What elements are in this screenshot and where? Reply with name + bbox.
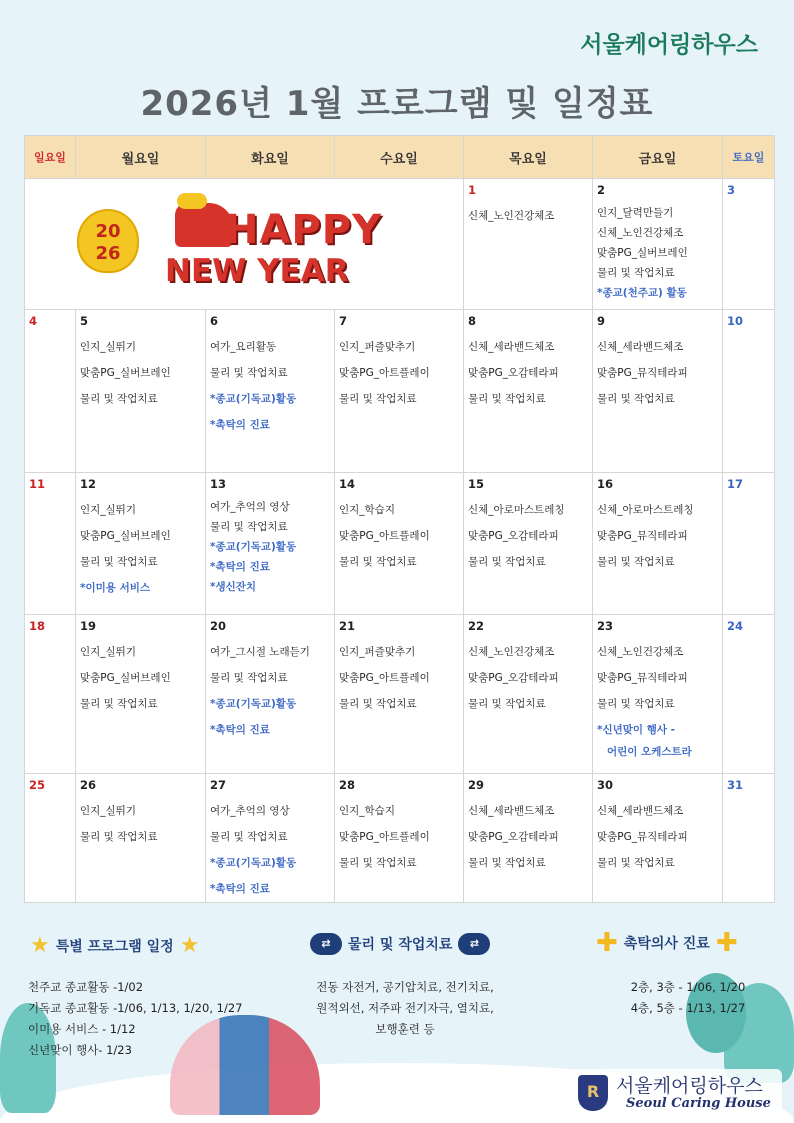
program-item: 맞춤PG_뮤직테라피 xyxy=(597,831,688,843)
day-cell xyxy=(593,774,723,903)
plus-icon: ✚ xyxy=(596,928,618,958)
therapy-heading xyxy=(310,933,490,955)
day-cell xyxy=(593,179,723,310)
day-cell xyxy=(593,473,723,615)
weekday-saturday: 토요일 xyxy=(723,136,775,179)
plus-icon: ✚ xyxy=(715,928,738,958)
day-number: 16 xyxy=(597,477,614,491)
day-number: 4 xyxy=(29,314,38,328)
special-program-line: 신년맞이 행사- 1/23 xyxy=(28,1043,132,1057)
day-cell xyxy=(593,310,723,473)
program-item: 물리 및 작업치료 xyxy=(210,672,288,684)
program-item: 인지_실뛰기 xyxy=(80,341,136,353)
weekday-monday: 월요일 xyxy=(76,136,206,179)
day-cell xyxy=(25,310,76,473)
week-row xyxy=(25,310,775,473)
day-number: 8 xyxy=(468,314,477,328)
program-item: 인지_실뛰기 xyxy=(80,805,136,817)
day-cell xyxy=(464,615,593,774)
special-item: *촉탁의 진료 xyxy=(210,419,270,431)
program-item: 맞춤PG_실버브레인 xyxy=(80,530,171,542)
day-cell xyxy=(25,615,76,774)
program-item: 여가_요리활동 xyxy=(210,341,277,353)
day-cell xyxy=(723,310,775,473)
day-cell xyxy=(206,473,335,615)
day-number: 26 xyxy=(80,778,97,792)
day-cell xyxy=(25,473,76,615)
day-cell xyxy=(335,473,464,615)
program-item: 물리 및 작업치료 xyxy=(210,367,288,379)
program-item: 물리 및 작업치료 xyxy=(468,556,546,568)
day-number: 28 xyxy=(339,778,356,792)
program-item: 물리 및 작업치료 xyxy=(80,556,158,568)
logo-emblem-icon: R xyxy=(578,1075,608,1111)
program-item: 맞춤PG_오감테라피 xyxy=(468,672,559,684)
program-item: 인지_퍼즐맞추기 xyxy=(339,341,416,353)
new-year-banner-cell xyxy=(25,179,464,310)
doctor-line: 2층, 3층 - 1/06, 1/20 xyxy=(630,980,746,994)
program-item: 신체_세라밴드체조 xyxy=(468,341,555,353)
program-item: 맞춤PG_뮤직테라피 xyxy=(597,367,688,379)
weekday-sunday: 일요일 xyxy=(25,136,76,179)
weekday-friday: 금요일 xyxy=(593,136,723,179)
day-cell xyxy=(593,615,723,774)
day-number: 6 xyxy=(210,314,219,328)
circle-arrow-icon: ⇄ xyxy=(458,933,490,955)
therapy-list xyxy=(300,977,510,1040)
therapy-line: 보행훈련 등 xyxy=(375,1022,435,1036)
week-row xyxy=(25,774,775,903)
day-number: 17 xyxy=(727,477,744,491)
program-item: 여가_그시절 노래듣기 xyxy=(210,646,310,658)
day-number: 14 xyxy=(339,477,356,491)
program-item: 인지_퍼즐맞추기 xyxy=(339,646,416,658)
footer-section xyxy=(0,925,794,1123)
day-number: 30 xyxy=(597,778,614,792)
day-cell xyxy=(76,310,206,473)
special-item: *종교(천주교) 활동 xyxy=(597,287,687,299)
day-cell xyxy=(723,774,775,903)
program-item: 맞춤PG_뮤직테라피 xyxy=(597,530,688,542)
day-number: 25 xyxy=(29,778,46,792)
week-row xyxy=(25,615,775,774)
doctor-list xyxy=(598,977,778,1019)
program-item: 맞춤PG_실버브레인 xyxy=(597,247,688,259)
program-item: 맞춤PG_오감테라피 xyxy=(468,530,559,542)
therapy-line: 원적외선, 저주파 전기자극, 열치료, xyxy=(316,1001,494,1015)
program-item: 인지_실뛰기 xyxy=(80,646,136,658)
day-number: 29 xyxy=(468,778,485,792)
program-item: 신체_세라밴드체조 xyxy=(468,805,555,817)
program-item: 물리 및 작업치료 xyxy=(597,698,675,710)
program-item: 신체_노인건강체조 xyxy=(468,646,555,658)
logo-korean-name: 서울케어링하우스 xyxy=(616,1075,763,1097)
doctor-heading xyxy=(596,928,738,958)
special-item: *촉탁의 진료 xyxy=(210,883,270,895)
happy-text: HAPPY xyxy=(225,207,383,253)
weekday-wednesday: 수요일 xyxy=(335,136,464,179)
special-item: *생신잔치 xyxy=(210,581,257,593)
special-program-line: 이미용 서비스 - 1/12 xyxy=(28,1022,136,1036)
program-item: 신체_아로마스트레칭 xyxy=(468,504,565,516)
day-number: 31 xyxy=(727,778,744,792)
program-item: 물리 및 작업치료 xyxy=(339,698,417,710)
day-number: 12 xyxy=(80,477,97,491)
program-item: 물리 및 작업치료 xyxy=(597,857,675,869)
day-number: 2 xyxy=(597,183,606,197)
program-item: 물리 및 작업치료 xyxy=(339,556,417,568)
special-item: *촉탁의 진료 xyxy=(210,561,270,573)
day-cell xyxy=(723,615,775,774)
day-cell xyxy=(206,310,335,473)
program-item: 신체_아로마스트레칭 xyxy=(597,504,694,516)
logo-english-name: Seoul Caring House xyxy=(626,1096,771,1111)
day-number: 5 xyxy=(80,314,89,328)
program-item: 물리 및 작업치료 xyxy=(468,393,546,405)
doctor-line: 4층, 5층 - 1/13, 1/27 xyxy=(630,1001,746,1015)
program-item: 물리 및 작업치료 xyxy=(339,393,417,405)
day-number: 21 xyxy=(339,619,356,633)
program-item: 맞춤PG_실버브레인 xyxy=(80,367,171,379)
program-item: 물리 및 작업치료 xyxy=(80,698,158,710)
day-cell xyxy=(25,774,76,903)
program-item: 맞춤PG_아트플레이 xyxy=(339,831,430,843)
day-cell xyxy=(723,179,775,310)
new-year-text: NEW YEAR xyxy=(165,253,349,289)
day-cell xyxy=(335,615,464,774)
bag-year-top: 20 xyxy=(95,221,121,242)
program-item: 맞춤PG_아트플레이 xyxy=(339,367,430,379)
special-item: *촉탁의 진료 xyxy=(210,724,270,736)
day-cell xyxy=(335,310,464,473)
program-item: 물리 및 작업치료 xyxy=(597,393,675,405)
day-cell xyxy=(464,179,593,310)
day-number: 18 xyxy=(29,619,46,633)
bag-year-bottom: 26 xyxy=(95,243,121,264)
program-item: 맞춤PG_뮤직테라피 xyxy=(597,672,688,684)
week-row xyxy=(25,179,775,310)
special-program-heading xyxy=(30,933,199,958)
day-number: 3 xyxy=(727,183,736,197)
seoul-caring-house-logo xyxy=(572,1069,782,1117)
day-number: 10 xyxy=(727,314,744,328)
program-item: 물리 및 작업치료 xyxy=(80,831,158,843)
page-title: 2026년 1월 프로그램 및 일정표 xyxy=(140,84,654,124)
day-number: 20 xyxy=(210,619,227,633)
money-bag-icon xyxy=(77,209,139,273)
program-item: 신체_노인건강체조 xyxy=(597,646,684,658)
weekday-header-row xyxy=(25,136,775,179)
day-cell xyxy=(464,473,593,615)
day-number: 27 xyxy=(210,778,227,792)
program-item: 물리 및 작업치료 xyxy=(468,698,546,710)
day-cell xyxy=(76,473,206,615)
weekday-thursday: 목요일 xyxy=(464,136,593,179)
star-icon: ★ xyxy=(30,933,50,958)
program-item: 물리 및 작업치료 xyxy=(80,393,158,405)
special-item: *신년맞이 행사 - xyxy=(597,724,676,736)
special-program-line: 천주교 종교활동 -1/02 xyxy=(28,980,144,994)
new-year-banner xyxy=(25,179,463,299)
program-item: 인지_학습지 xyxy=(339,504,395,516)
program-item: 맞춤PG_오감테라피 xyxy=(468,367,559,379)
special-item: *종교(기독교)활동 xyxy=(210,393,297,405)
special-item: 어린이 오케스트라 xyxy=(607,746,692,758)
special-program-list xyxy=(28,977,242,1061)
program-item: 물리 및 작업치료 xyxy=(210,831,288,843)
day-number: 7 xyxy=(339,314,348,328)
day-number: 23 xyxy=(597,619,614,633)
program-item: 여가_추억의 영상 xyxy=(210,805,290,817)
program-item: 맞춤PG_오감테라피 xyxy=(468,831,559,843)
day-cell xyxy=(464,774,593,903)
day-cell xyxy=(76,774,206,903)
day-number: 24 xyxy=(727,619,744,633)
special-item: *종교(기독교)활동 xyxy=(210,698,297,710)
program-item: 물리 및 작업치료 xyxy=(468,857,546,869)
day-cell xyxy=(206,615,335,774)
program-item: 신체_세라밴드체조 xyxy=(597,805,684,817)
program-item: 맞춤PG_아트플레이 xyxy=(339,530,430,542)
star-icon: ★ xyxy=(179,933,200,958)
special-program-title: 특별 프로그램 일정 xyxy=(55,938,174,955)
special-program-line: 기독교 종교활동 -1/06, 1/13, 1/20, 1/27 xyxy=(28,1001,243,1015)
day-number: 9 xyxy=(597,314,606,328)
calendar-table xyxy=(24,135,775,903)
special-item: *종교(기독교)활동 xyxy=(210,857,297,869)
day-number: 15 xyxy=(468,477,485,491)
day-cell xyxy=(76,615,206,774)
day-number: 11 xyxy=(29,477,46,491)
day-number: 19 xyxy=(80,619,97,633)
weekday-tuesday: 화요일 xyxy=(206,136,335,179)
program-item: 신체_노인건강체조 xyxy=(468,210,555,222)
day-cell xyxy=(464,310,593,473)
doctor-title: 촉탁의사 진료 xyxy=(623,936,710,952)
brand-name: 서울케어링하우스 xyxy=(580,32,758,58)
program-item: 신체_세라밴드체조 xyxy=(597,341,684,353)
day-number: 13 xyxy=(210,477,227,491)
special-item: *종교(기독교)활동 xyxy=(210,541,297,553)
therapy-title: 물리 및 작업치료 xyxy=(348,937,453,953)
program-item: 맞춤PG_실버브레인 xyxy=(80,672,171,684)
special-item: *이미용 서비스 xyxy=(80,582,151,594)
day-number: 22 xyxy=(468,619,485,633)
program-item: 여가_추억의 영상 xyxy=(210,501,290,513)
program-item: 물리 및 작업치료 xyxy=(597,556,675,568)
day-cell xyxy=(206,774,335,903)
program-item: 물리 및 작업치료 xyxy=(597,267,675,279)
therapy-line: 전동 자전거, 공기압치료, 전기치료, xyxy=(316,980,494,994)
week-row xyxy=(25,473,775,615)
program-item: 인지_학습지 xyxy=(339,805,395,817)
program-item: 인지_달력만들기 xyxy=(597,207,674,219)
day-cell xyxy=(723,473,775,615)
day-cell xyxy=(335,774,464,903)
program-item: 물리 및 작업치료 xyxy=(210,521,288,533)
program-item: 물리 및 작업치료 xyxy=(339,857,417,869)
day-number: 1 xyxy=(468,183,477,197)
circle-arrow-icon: ⇄ xyxy=(310,933,342,955)
program-item: 신체_노인건강체조 xyxy=(597,227,684,239)
program-item: 맞춤PG_아트플레이 xyxy=(339,672,430,684)
program-item: 인지_실뛰기 xyxy=(80,504,136,516)
